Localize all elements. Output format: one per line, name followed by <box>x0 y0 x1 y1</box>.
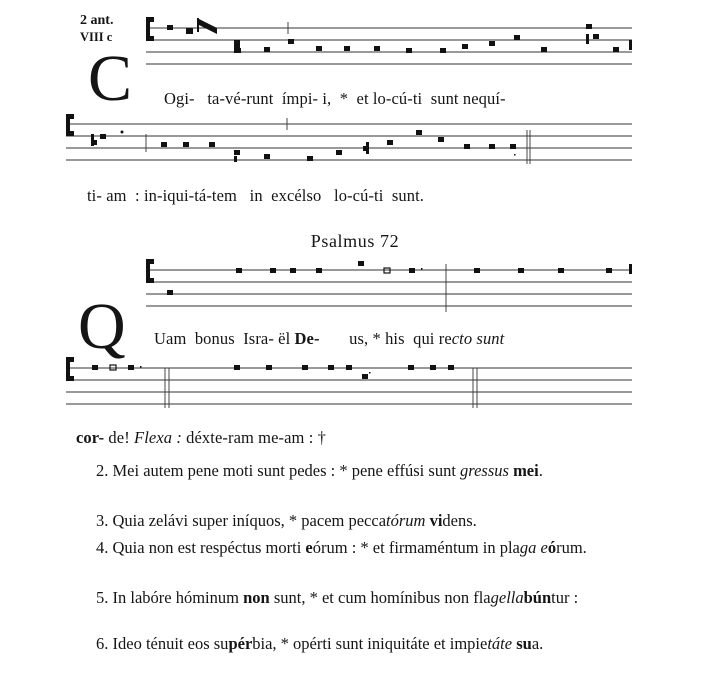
colon: : <box>135 186 140 205</box>
asterisk: * <box>372 329 381 348</box>
verse-fragment: a. <box>531 634 544 653</box>
verse-fragment: sunt, * et cum homínibus non fla <box>269 588 491 607</box>
syllable: et <box>356 89 369 108</box>
staff-psalm-1 <box>66 256 632 318</box>
verse-number: 6. <box>96 634 109 653</box>
staff-antiphon-2 <box>66 112 632 174</box>
neume-staff-3 <box>66 256 632 318</box>
verse-number: 4. <box>96 538 109 557</box>
syllable: his <box>385 329 405 348</box>
accented-syllable: ó <box>547 538 557 557</box>
syllable: ta-vé-runt <box>207 89 274 108</box>
italic-syllable: tórum <box>386 511 426 530</box>
verse-text <box>113 461 543 480</box>
flexa-text: déxte-ram me-am : † <box>186 428 326 447</box>
syllable: lo-cú-ti <box>372 89 423 108</box>
antiphon-number: 2 ant. <box>80 13 114 28</box>
verse-text <box>113 588 579 607</box>
italic-syllable: ga <box>519 538 537 557</box>
accented-syllable: bún <box>523 588 552 607</box>
antiphon-lyric-line-2 <box>87 186 424 206</box>
verse-fragment: Mei autem pene moti sunt <box>112 461 289 480</box>
accented-syllable: vi <box>429 511 443 530</box>
syllable: Uam <box>154 329 187 348</box>
verse-5 <box>76 587 632 608</box>
neume-staff-4 <box>66 352 632 414</box>
syllable: sunt <box>430 89 459 108</box>
syllable: Ogi- <box>164 89 195 108</box>
verse-fragment: bia, * opérti sunt iniquitáte et impie <box>252 634 488 653</box>
verse-text <box>113 538 587 557</box>
syllable: de! <box>108 428 130 447</box>
verse-number: 5. <box>96 588 109 607</box>
verse-number: 2. <box>96 461 109 480</box>
syllable: in-iqui-tá-tem <box>143 186 237 205</box>
syllable: excélso <box>271 186 322 205</box>
accented-syllable: cor- <box>76 428 105 447</box>
verse-fragment: dens. <box>442 511 477 530</box>
syllable: lo-cú-ti <box>334 186 384 205</box>
psalm-drop-cap: Q <box>78 290 126 363</box>
syllable: in <box>249 186 263 205</box>
verse-fragment: Quia zelávi super iníquos, * pacem pecca <box>112 511 387 530</box>
syllable: us, <box>349 329 369 348</box>
accented-syllable: De- <box>294 329 320 348</box>
antiphon-mode: VIII c <box>80 30 113 44</box>
syllable: qui <box>413 329 435 348</box>
verse-fragment: Ideo ténuit eos su <box>112 634 229 653</box>
verse-fragment: rum. <box>556 538 587 557</box>
verse-fragment: : * pene effúsi sunt <box>326 461 461 480</box>
staff-antiphon-1 <box>66 14 632 76</box>
accented-syllable: non <box>243 588 270 607</box>
psalm-title: Psalmus 72 <box>310 231 400 251</box>
verse-number: 3. <box>96 511 109 530</box>
italic-syllables: cto sunt <box>451 329 505 348</box>
syllable: bonus <box>194 329 235 348</box>
verse-text <box>113 634 544 653</box>
accented-syllable: mei <box>513 461 539 480</box>
syllable: ël <box>278 329 291 348</box>
syllable: am <box>106 186 127 205</box>
neume-staff-2 <box>66 112 632 174</box>
verse-text <box>113 511 477 530</box>
psalm-lyric-line-1 <box>154 329 504 349</box>
italic-syllable: gella <box>490 588 524 607</box>
syllable: re <box>438 329 452 348</box>
verse-2 <box>76 460 632 481</box>
verse-3 <box>76 510 632 531</box>
asterisk: * <box>339 89 349 108</box>
italic-syllable: táte <box>487 634 513 653</box>
syllable: Isra- <box>243 329 274 348</box>
italic-syllable: e <box>540 538 548 557</box>
italic-syllable: gressus <box>460 461 509 480</box>
syllable: sunt. <box>391 186 425 205</box>
syllable: i, <box>322 89 332 108</box>
antiphon-drop-cap: C <box>88 42 133 115</box>
psalm-lyric-line-2 <box>76 428 326 448</box>
verse-4 <box>76 537 632 558</box>
neume-staff-1 <box>66 14 632 76</box>
verse-fragment: tur : <box>551 588 579 607</box>
verse-fragment: pedes <box>288 461 327 480</box>
syllable: ímpi- <box>281 89 319 108</box>
syllable: ti- <box>87 186 102 205</box>
staff-psalm-2 <box>66 352 632 414</box>
verse-fragment: Quia non est respéctus morti <box>112 538 306 557</box>
accented-syllable: e <box>305 538 313 557</box>
accented-syllable: pér <box>228 634 253 653</box>
verse-fragment: . <box>538 461 543 480</box>
antiphon-lyric-line-1 <box>164 89 506 109</box>
verse-fragment: In labóre hóminum <box>112 588 244 607</box>
flexa-label: Flexa : <box>134 428 182 447</box>
verse-fragment: órum : * et firmaméntum in pla <box>312 538 520 557</box>
verse-6 <box>76 633 632 654</box>
syllable: nequí- <box>462 89 506 108</box>
accented-syllable: su <box>516 634 532 653</box>
